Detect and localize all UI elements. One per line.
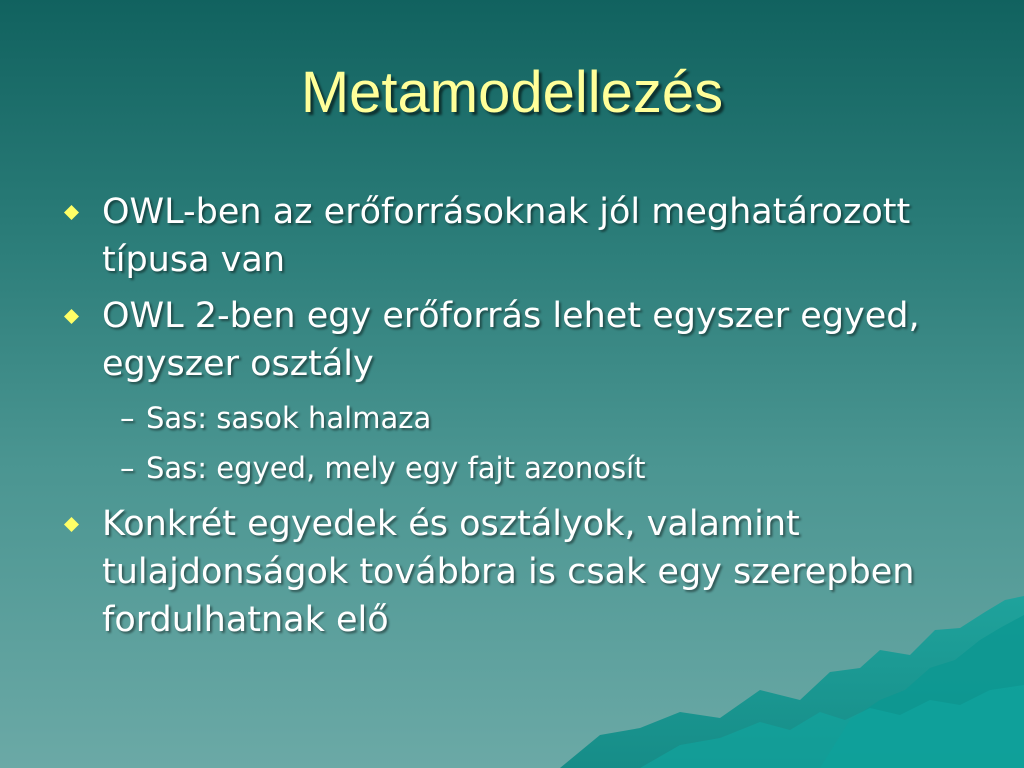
sub-bullet-item <box>62 446 962 490</box>
sub-bullet-text: Sas: sasok halmaza <box>146 401 432 435</box>
bullet-item <box>62 188 962 284</box>
slide-content <box>62 188 962 652</box>
sub-bullet-item <box>62 396 962 440</box>
bullet-text: Konkrét egyedek és osztályok, valamint tulajdonságok továbbra is csak egy szerepben fordulhatnak elő <box>102 504 915 640</box>
diamond-bullet-icon <box>64 517 79 532</box>
sub-bullet-list <box>62 396 962 490</box>
bullet-text: OWL-ben az erőforrásoknak jól meghatározott típusa van <box>102 192 911 280</box>
bullet-item <box>62 500 962 644</box>
bullet-text: OWL 2-ben egy erőforrás lehet egyszer egyed, egyszer osztály <box>102 296 920 384</box>
slide-title: Metamodellezés <box>300 60 724 125</box>
diamond-bullet-icon <box>64 309 79 324</box>
sub-bullet-text: Sas: egyed, mely egy fajt azonosít <box>146 451 646 485</box>
diamond-bullet-icon <box>64 205 79 220</box>
sub-bullet-dash: – <box>120 451 135 485</box>
sub-bullet-dash: – <box>120 401 135 435</box>
bullet-item <box>62 292 962 388</box>
